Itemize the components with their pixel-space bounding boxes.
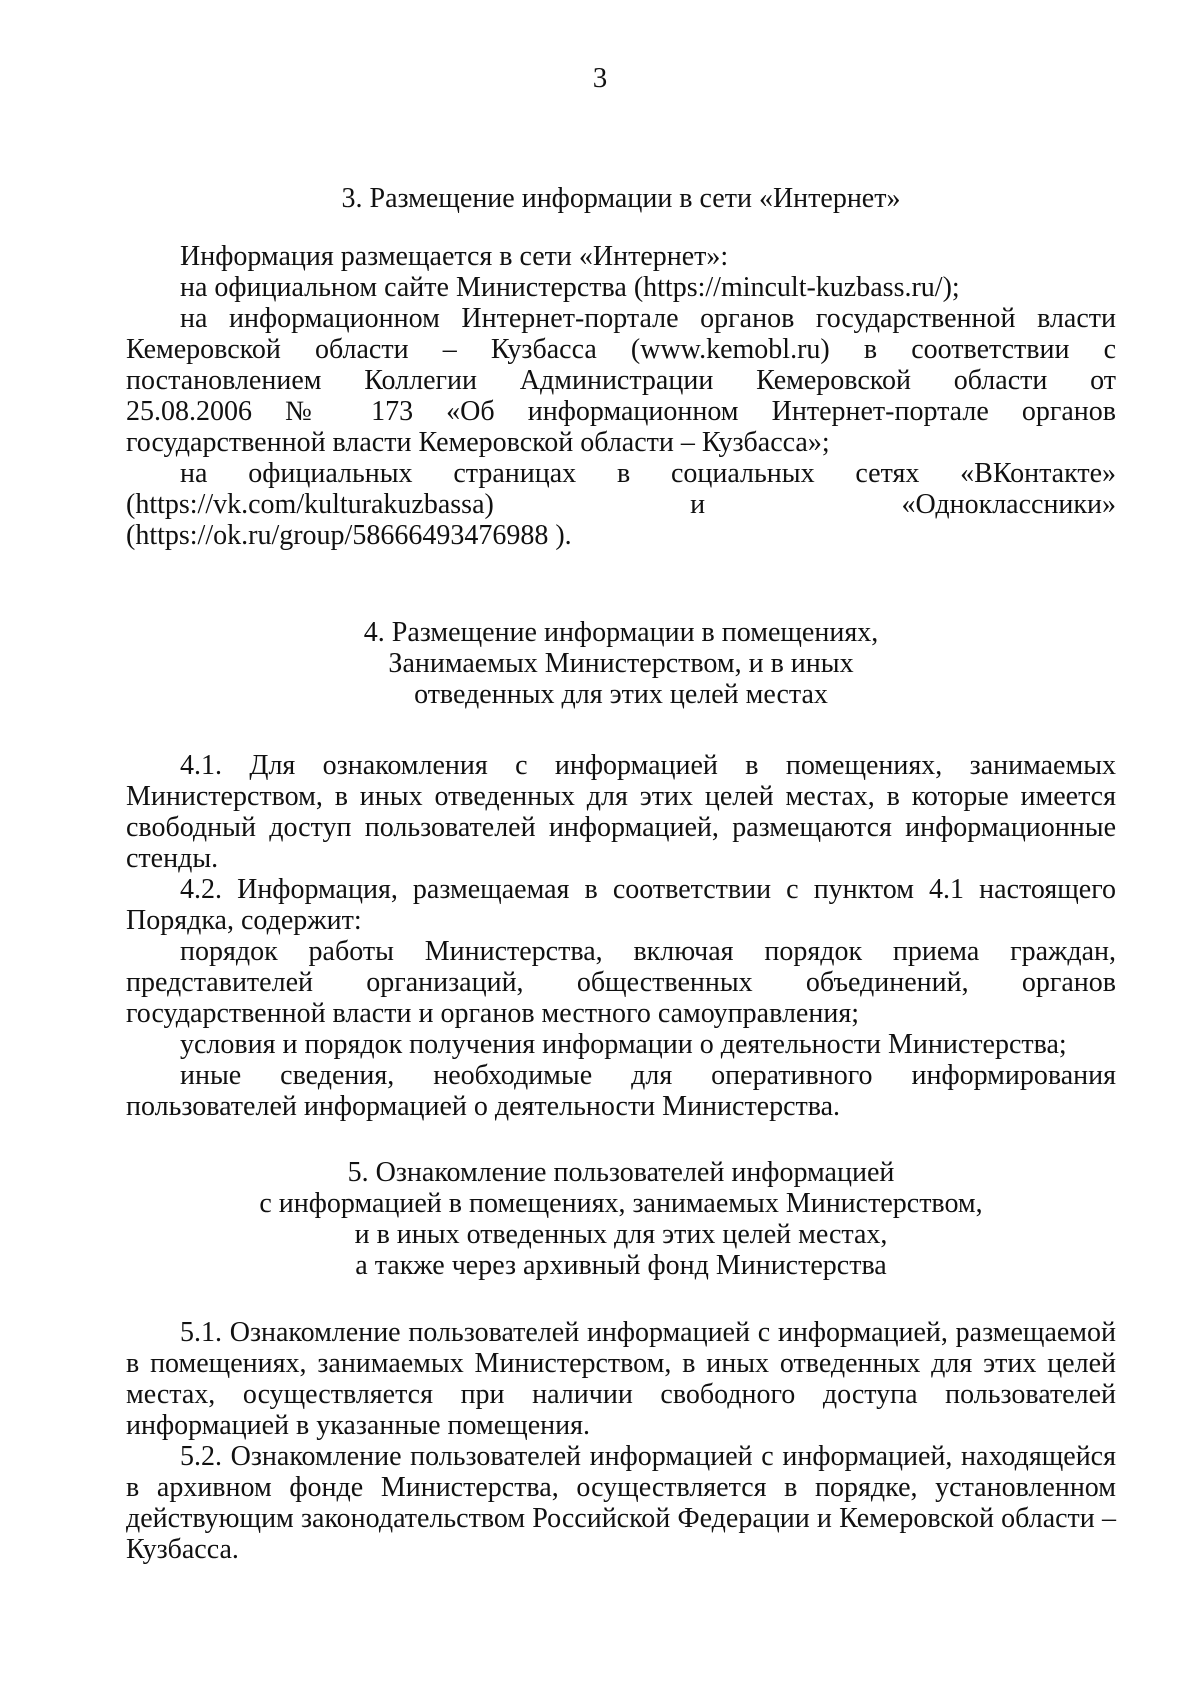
section-3-item-portal-line-1: на информационном Интернет-портале органов государственной власти <box>180 303 1116 334</box>
section-4-heading-line-1: 4. Размещение информации в помещениях, <box>363 617 879 648</box>
paragraph-5-2: 5.2. Ознакомление пользователей информацией с информацией, находящейся в архивном фонде Министерства, осуществляется в порядке, установленном действующим законодательством Российской Федерации и Кемеровской области – Кузбасса. <box>126 1441 1116 1565</box>
section-5-heading-line-4: а также через архивный фонд Министерства <box>355 1250 887 1281</box>
paragraph-4-1: 4.1. Для ознакомления с информацией в помещениях, занимаемых Министерством, в иных отведенных для этих целей местах, в которые имеется свободный доступ пользователей информацией, размещаются информационные стенды. <box>126 750 1116 874</box>
section-3-item-portal-line-4: 25.08.2006 № 173 «Об информационном Интернет-портале органов <box>126 396 1116 427</box>
section-3-item-portal-line-3: постановлением Коллегии Администрации Кемеровской области от <box>126 365 1116 396</box>
section-4-heading-line-2: Занимаемых Министерством, и в иных <box>388 648 854 679</box>
paragraph-5-1: 5.1. Ознакомление пользователей информацией с информацией, размещаемой в помещениях, занимаемых Министерством, в иных отведенных для этих целей местах, осуществляется при наличии свободного доступа пользователей информацией в указанные помещения. <box>126 1317 1116 1441</box>
section-3-item-social <box>126 458 1116 551</box>
section-3-item-portal-line-2: Кемеровской области – Кузбасса (www.kemobl.ru) в соответствии с <box>126 334 1116 365</box>
section-4-heading-line-3: отведенных для этих целей местах <box>414 679 828 710</box>
section-3-item-social-line-3: (https://ok.ru/group/58666493476988 ). <box>126 520 572 551</box>
section-4-item-other-info: иные сведения, необходимые для оперативного информирования пользователей информацией о деятельности Министерства. <box>126 1060 1116 1122</box>
section-4-item-conditions: условия и порядок получения информации о деятельности Министерства; <box>180 1029 1067 1060</box>
section-4-item-work-order: порядок работы Министерства, включая порядок приема граждан, представителей организаций, общественных объединений, органов государственной власти и органов местного самоуправления; <box>126 936 1116 1029</box>
section-5-heading-line-2: с информацией в помещениях, занимаемых Министерством, <box>259 1188 983 1219</box>
section-3-item-social-line-2: (https://vk.com/kulturakuzbassa) и «Одноклассники» <box>126 489 1116 520</box>
document-body <box>126 183 1116 1565</box>
page-number: 3 <box>592 62 608 94</box>
section-3-item-portal <box>126 303 1116 458</box>
section-3-intro: Информация размещается в сети «Интернет»: <box>180 241 729 272</box>
section-5-heading-line-3: и в иных отведенных для этих целей местах, <box>354 1219 888 1250</box>
section-3-item-social-line-1: на официальных страницах в социальных сетях «ВКонтакте» <box>180 458 1116 489</box>
section-5-heading <box>126 1157 1116 1281</box>
section-3-item-official-site: на официальном сайте Министерства (https://mincult-kuzbass.ru/); <box>180 272 960 303</box>
section-3-heading-text: 3. Размещение информации в сети «Интернет» <box>341 183 901 214</box>
section-3-item-portal-line-5: государственной власти Кемеровской области – Кузбасса»; <box>126 427 830 458</box>
section-5-body <box>126 1317 1116 1565</box>
section-3-heading <box>126 183 1116 214</box>
section-3-body <box>126 241 1116 551</box>
section-4-body <box>126 750 1116 1122</box>
section-5-heading-line-1: 5. Ознакомление пользователей информацией <box>347 1157 895 1188</box>
paragraph-4-2: 4.2. Информация, размещаемая в соответствии с пунктом 4.1 настоящего Порядка, содержит: <box>126 874 1116 936</box>
section-4-heading <box>126 617 1116 710</box>
